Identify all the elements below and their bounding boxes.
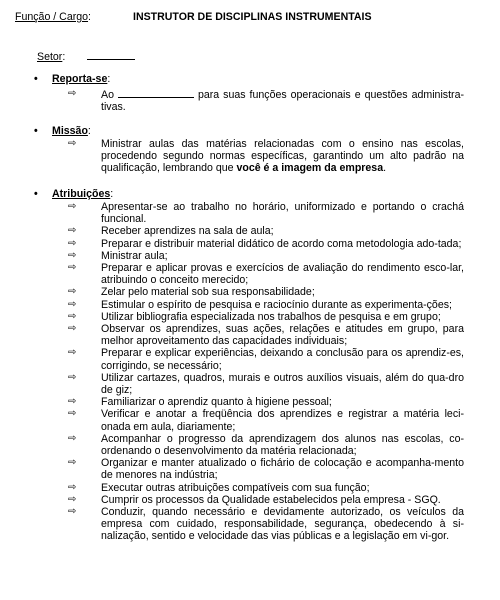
list-item-text: Cumprir os processos da Qualidade estabelecidos pela empresa - SGQ. (101, 493, 441, 506)
job-title: INSTRUTOR DE DISCIPLINAS INSTRUMENTAIS (133, 11, 372, 23)
list-item-text: Zelar pelo material sob sua responsabilidade; (101, 286, 315, 299)
list-item (0, 408, 464, 432)
arrow-right-icon: ⇨ (68, 323, 77, 335)
list-item (0, 433, 464, 457)
section-heading: • Reporta-se: (34, 73, 111, 85)
list-item-text: Acompanhar o progresso da aprendizagem dos alunos nas escolas, co-ordenando o desenvolvimento da matéria relacionada; (101, 432, 464, 458)
list-item (0, 323, 464, 347)
bullet: • (34, 188, 38, 200)
list-item (0, 262, 464, 286)
section-heading: • Missão: (34, 125, 91, 137)
arrow-right-icon: ⇨ (68, 310, 77, 322)
arrow-right-icon: ⇨ (68, 138, 77, 149)
arrow-right-icon: ⇨ (68, 493, 77, 505)
list-item (0, 506, 464, 543)
list-item (0, 347, 464, 371)
list-item-text: Receber aprendizes na sala de aula; (101, 225, 274, 238)
arrow-right-icon: ⇨ (68, 432, 77, 444)
list-item (0, 457, 464, 481)
list-item (0, 311, 464, 323)
list-item (0, 238, 464, 250)
arrow-right-icon: ⇨ (68, 506, 77, 518)
setor-blank (87, 50, 135, 60)
list-item (0, 201, 464, 225)
list-item-text: Executar outras atribuições compatíveis com sua função; (101, 481, 370, 494)
list-item (0, 286, 464, 298)
arrow-right-icon: ⇨ (68, 396, 77, 408)
arrow-right-icon: ⇨ (68, 371, 77, 383)
arrow-right-icon: ⇨ (68, 249, 77, 261)
list-item (0, 372, 464, 396)
arrow-right-icon: ⇨ (68, 298, 77, 310)
arrow-right-icon: ⇨ (68, 225, 77, 237)
list-item: ⇨ Ao para suas funções operacionais e questões administra-tivas. (68, 88, 464, 114)
list-item (0, 299, 464, 311)
arrow-right-icon: ⇨ (68, 408, 77, 420)
list-item-text: Utilizar cartazes, quadros, murais e outros auxílios visuais, além do qua-dro de giz; (101, 371, 464, 397)
atribuicoes-list (0, 201, 500, 543)
arrow-right-icon: ⇨ (68, 457, 77, 469)
list-item-text: Organizar e manter atualizado o fichário de colocação e acompanha-mento de menores na indústria; (101, 457, 464, 482)
arrow-right-icon: ⇨ (68, 347, 77, 359)
arrow-right-icon: ⇨ (68, 237, 77, 249)
list-item-text: Preparar e aplicar provas e exercícios de avaliação do rendimento esco-lar, atribuindo o conceito merecido; (101, 262, 464, 287)
arrow-right-icon: ⇨ (68, 201, 77, 212)
list-item (0, 250, 464, 262)
list-item-text: Observar os aprendizes, suas ações, relações e atitudes em grupo, para melhor aproveitamento das capacidades individuais; (101, 323, 464, 348)
list-item (0, 482, 464, 494)
list-item-text: Ministrar aula; (101, 249, 168, 262)
list-item-text: Apresentar-se ao trabalho no horário, uniformizado e portando o crachá funcional. (101, 201, 464, 226)
reporta-blank (118, 88, 194, 98)
section-heading: • Atribuições: (34, 188, 114, 200)
arrow-right-icon: ⇨ (68, 481, 77, 493)
list-item (0, 494, 464, 506)
bullet: • (34, 125, 38, 137)
list-item-text: Conduzir, quando necessário e devidamente autorizado, os veículos da empresa com cuidado, responsabilidade, segurança, obedecendo à si-nalização, sentido e velocidade das vias públicas e a legislação em vi-gor. (101, 506, 464, 543)
list-item-text: Utilizar bibliografia especializada nos trabalhos de pesquisa e em grupo; (101, 310, 441, 323)
list-item-text: Familiarizar o aprendiz quanto à higiene pessoal; (101, 396, 332, 409)
bullet: • (34, 73, 38, 85)
setor-label: Setor (37, 51, 63, 63)
list-item-text: Preparar e explicar experiências, deixando a conclusão para os aprendiz-es, corrigindo, se necessário; (101, 347, 464, 372)
arrow-right-icon: ⇨ (68, 286, 77, 298)
header-label: Função / Cargo: (15, 11, 91, 23)
arrow-right-icon: ⇨ (68, 88, 77, 99)
list-item-text: Preparar e distribuir material didático de acordo coma metodologia ado-tada; (101, 237, 462, 250)
list-item-text: Verificar e anotar a freqüência dos aprendizes e registrar a matéria leci-onada em aula, diariamente; (101, 408, 464, 433)
list-item: ⇨ Ministrar aulas das matérias relacionadas com o ensino nas escolas, procedendo segundo normas específicas, garantindo um alto padrão na qualificação, lembrando que você é a imagem da empresa. (68, 138, 464, 175)
list-item-text: Estimular o espírito de pesquisa e raciocínio durante as experimenta-ções; (101, 298, 452, 311)
setor-line: Setor: (37, 50, 135, 63)
list-item (0, 396, 464, 408)
arrow-right-icon: ⇨ (68, 262, 77, 274)
list-item (0, 225, 464, 237)
